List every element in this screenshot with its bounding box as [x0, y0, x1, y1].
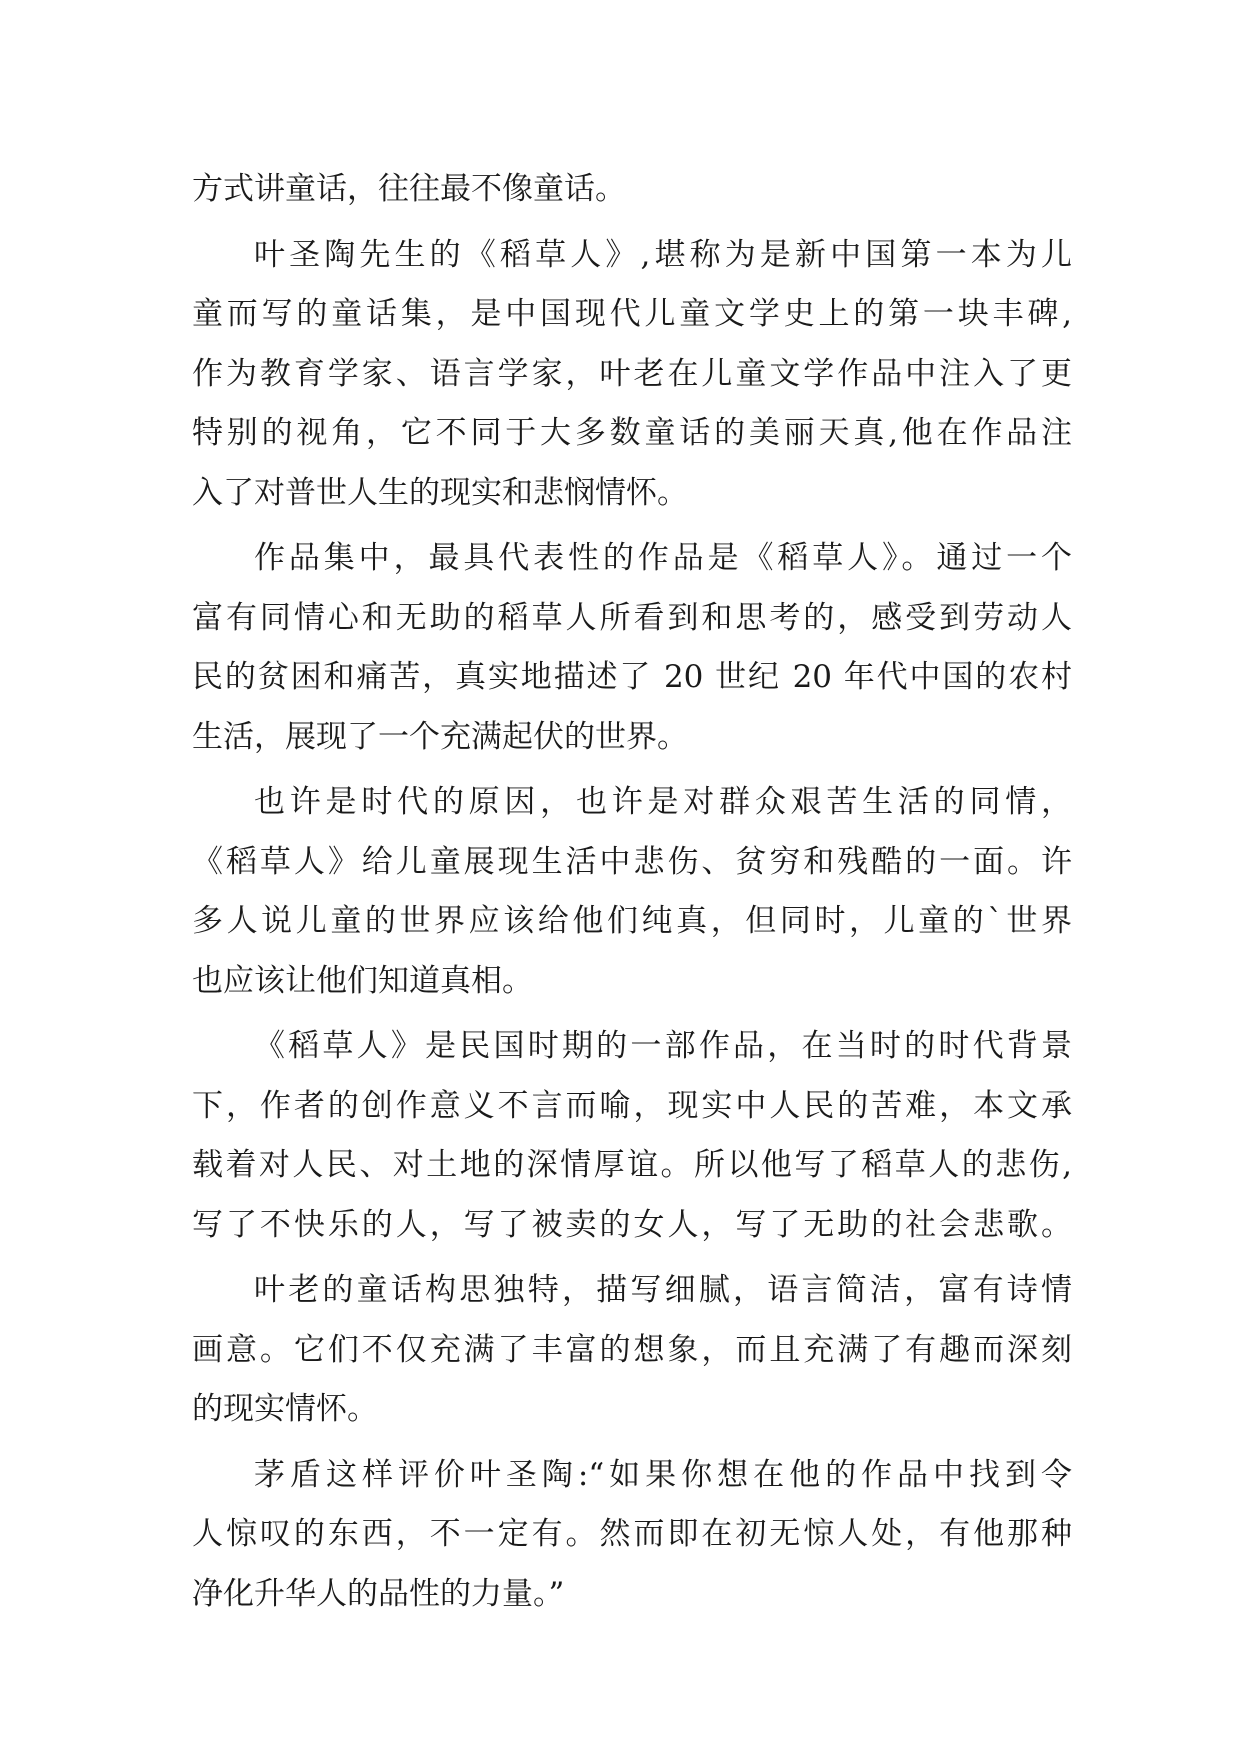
text-line: 作为教育学家、语言学家，叶老在儿童文学作品中注入了更	[192, 355, 1072, 392]
text-line: 特别的视角，它不同于大多数童话的美丽天真,他在作品注	[192, 415, 1072, 451]
text-line: 《稻草人》给儿童展现生活中悲伤、贫穷和残酷的一面。许	[192, 843, 1072, 880]
text-line: 也许是时代的原因，也许是对群众艰苦生活的同情，	[254, 784, 1072, 820]
text-line: 人惊叹的东西，不一定有。然而即在初无惊人处，有他那种	[192, 1516, 1072, 1552]
text-line: 生活，展现了一个充满起伏的世界。	[192, 718, 688, 755]
text-line: 方式讲童话，往往最不像童话。	[192, 171, 626, 207]
text-line: 叶圣陶先生的《稻草人》,堪称为是新中国第一本为儿	[254, 236, 1072, 273]
text-line: 也应该让他们知道真相。	[192, 962, 533, 999]
body-text	[192, 160, 1072, 1624]
text-line: 富有同情心和无助的稻草人所看到和思考的，感受到劳动人	[192, 599, 1072, 636]
text-line: 《稻草人》是民国时期的一部作品，在当时的时代背景	[254, 1028, 1072, 1064]
text-line: 写了不快乐的人，写了被卖的女人，写了无助的社会悲歌。	[192, 1206, 1072, 1243]
text-line: 多人说儿童的世界应该给他们纯真，但同时，儿童的`世界	[192, 903, 1072, 939]
text-line: 叶老的童话构思独特，描写细腻，语言简洁，富有诗情	[254, 1272, 1072, 1308]
text-line: 净化升华人的品性的力量。”	[192, 1575, 565, 1612]
text-line: 童而写的童话集，是中国现代儿童文学史上的第一块丰碑,	[192, 296, 1072, 332]
text-line: 载着对人民、对土地的深情厚谊。所以他写了稻草人的悲伤,	[192, 1147, 1072, 1183]
text-line: 画意。它们不仅充满了丰富的想象，而且充满了有趣而深刻	[192, 1331, 1072, 1368]
text-line: 民的贫困和痛苦，真实地描述了 20 世纪 20 年代中国的农村	[192, 659, 1072, 695]
text-line: 茅盾这样评价叶圣陶:“如果你想在他的作品中找到令	[254, 1456, 1072, 1493]
text-line: 下，作者的创作意义不言而喻，现实中人民的苦难，本文承	[192, 1087, 1072, 1124]
text-line: 入了对普世人生的现实和悲悯情怀。	[192, 474, 688, 511]
text-line: 作品集中，最具代表性的作品是《稻草人》。通过一个	[254, 540, 1072, 576]
text-line: 的现实情怀。	[192, 1391, 378, 1427]
